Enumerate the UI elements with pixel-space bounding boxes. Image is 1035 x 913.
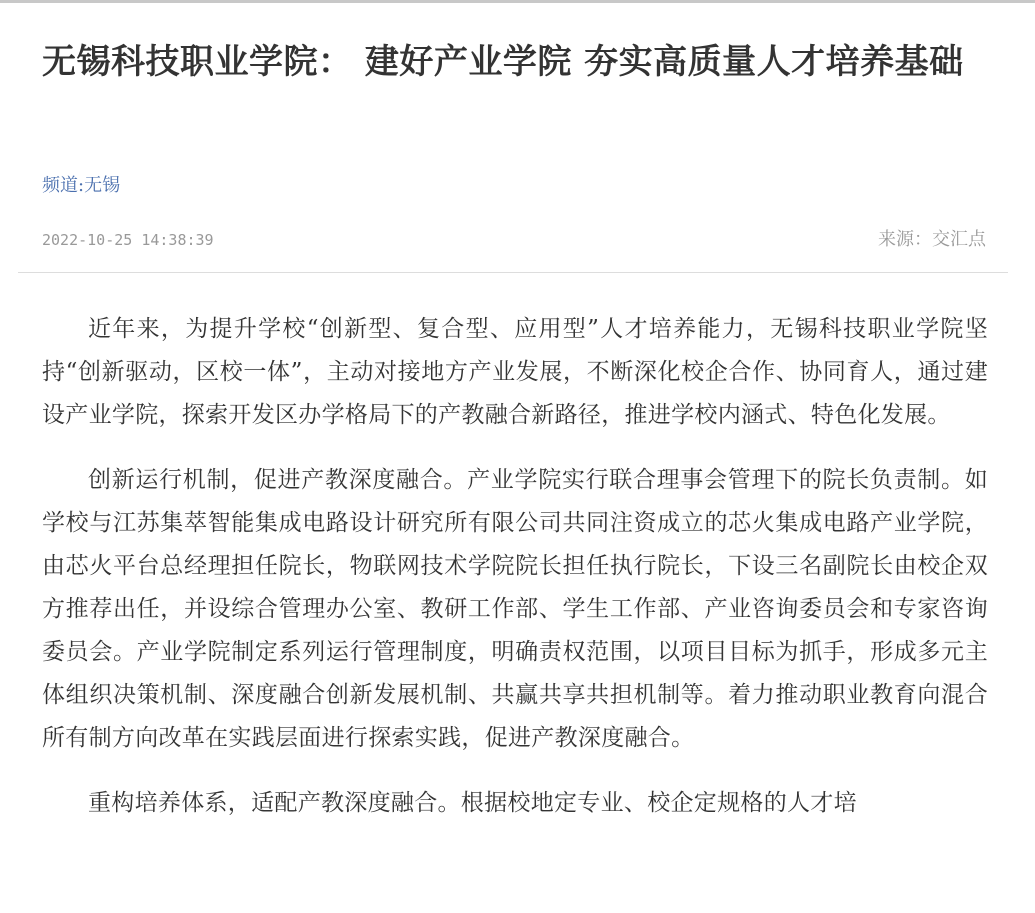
top-border [0,0,1035,3]
article-title: 无锡科技职业学院： 建好产业学院 夯实高质量人才培养基础 [42,42,964,82]
article-meta [42,228,986,252]
channel-label[interactable]: 频道:无锡 [42,175,121,196]
article-source: 来源：交汇点 [878,229,986,250]
article-paragraph: 近年来，为提升学校“创新型、复合型、应用型”人才培养能力，无锡科技职业学院坚持“创新驱动，区校一体”，主动对接地方产业发展，不断深化校企合作、协同育人，通过建设产业学院，探索开发区办学格局下的产教融合新路径，推进学校内涵式、特色化发展。 [42,316,988,428]
article-paragraph: 重构培养体系，适配产教深度融合。根据校地定专业、校企定规格的人才培 [88,790,857,816]
publish-timestamp: 2022-10-25 14:38:39 [42,231,214,249]
header-divider [18,272,1008,273]
article-body [42,308,988,847]
article-paragraph: 创新运行机制，促进产教深度融合。产业学院实行联合理事会管理下的院长负责制。如学校与江苏集萃智能集成电路设计研究所有限公司共同注资成立的芯火集成电路产业学院，由芯火平台总经理担任院长，物联网技术学院院长担任执行院长，下设三名副院长由校企双方推荐出任，并设综合管理办公室、教研工作部、学生工作部、产业咨询委员会和专家咨询委员会。产业学院制定系列运行管理制度，明确责权范围，以项目目标为抓手，形成多元主体组织决策机制、深度融合创新发展机制、共赢共享共担机制等。着力推动职业教育向混合所有制方向改革在实践层面进行探索实践，促进产教深度融合。 [42,467,988,751]
